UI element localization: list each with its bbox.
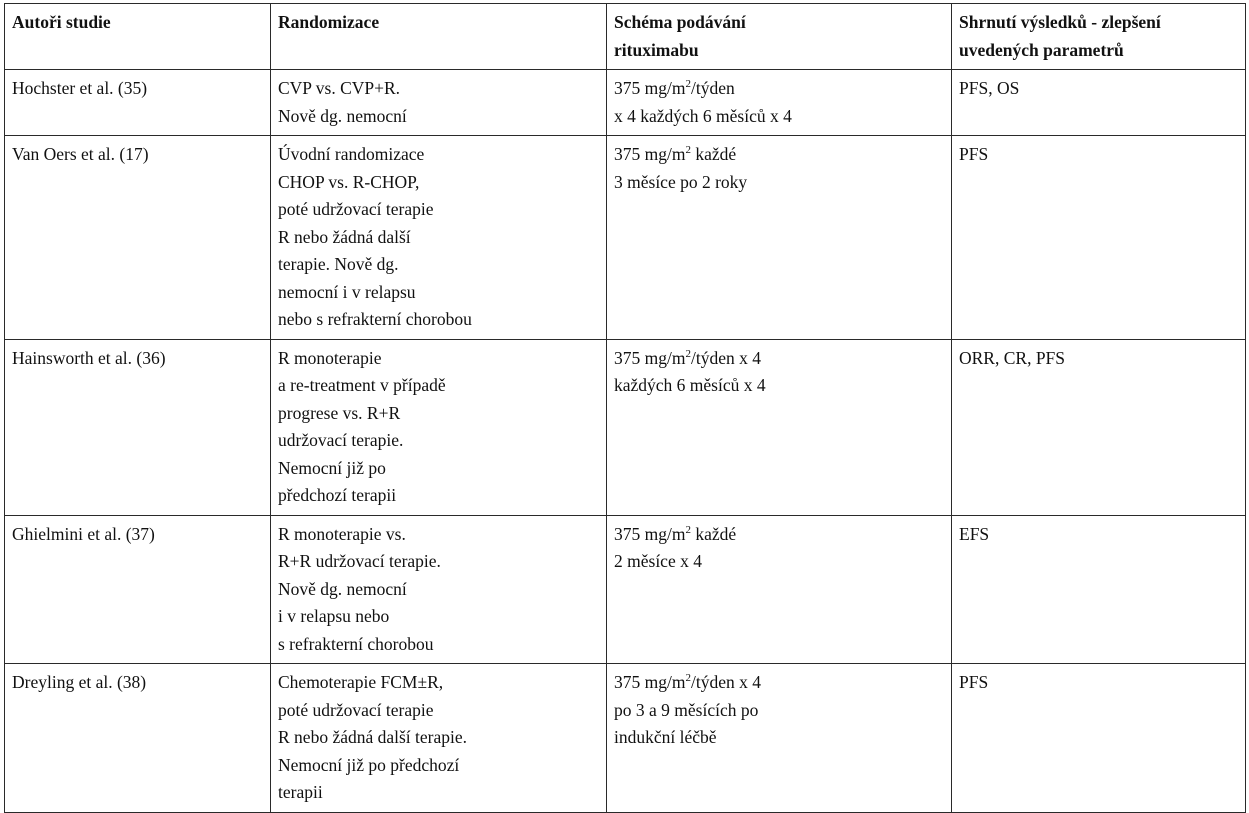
schedule-text: každé (690, 144, 737, 164)
cell-schedule-line (614, 169, 943, 197)
cell-schedule-line (614, 345, 943, 373)
schedule-text: 375 mg/m (614, 144, 686, 164)
cell-schedule-line (614, 141, 943, 169)
rituximab-studies-table (4, 3, 1246, 813)
header-schedule (607, 4, 952, 70)
cell-randomization-line: poté udržovací terapie (278, 199, 434, 219)
cell-randomization-line: s refrakterní chorobou (278, 633, 434, 654)
schedule-text: 375 mg/m (614, 523, 686, 544)
header-authors (5, 4, 271, 70)
cell-authors-line: Hainsworth et al. (36) (12, 347, 166, 368)
schedule-text: /týden x 4 (690, 347, 761, 368)
header-line: Autoři studie (12, 12, 111, 32)
cell-randomization-line: R nebo žádná další terapie. (278, 727, 468, 747)
schedule-superscript: 2 (685, 347, 691, 360)
cell-schedule (607, 70, 952, 136)
cell-randomization-line: R+R udržovací terapie. (278, 551, 441, 571)
cell-authors (5, 70, 271, 136)
cell-randomization-line: Chemoterapie FCM±R, (278, 672, 444, 692)
cell-authors-line: Dreyling et al. (38) (12, 672, 147, 692)
schedule-text: 375 mg/m (614, 78, 686, 98)
cell-schedule (607, 136, 952, 340)
cell-authors (5, 136, 271, 340)
schedule-text: 3 měsíce po 2 roky (614, 171, 748, 192)
cell-randomization-line: progrese vs. R+R (278, 402, 401, 423)
schedule-text: 2 měsíce x 4 (614, 551, 702, 571)
cell-authors-line: Hochster et al. (35) (12, 78, 148, 98)
header-line: Randomizace (278, 12, 380, 32)
cell-schedule-line (614, 697, 943, 725)
schedule-text: /týden x 4 (690, 672, 761, 692)
schedule-text: /týden (690, 78, 735, 98)
schedule-text: 375 mg/m (614, 672, 686, 692)
cell-randomization-line: předchozí terapii (278, 485, 397, 505)
cell-results (952, 70, 1246, 136)
table-header-row (5, 4, 1246, 70)
table-row (5, 136, 1246, 340)
table-body (5, 70, 1246, 813)
table-row (5, 515, 1246, 664)
cell-schedule (607, 339, 952, 515)
cell-results-line: PFS (959, 672, 989, 692)
cell-schedule-line (614, 75, 943, 103)
cell-authors-line: Van Oers et al. (17) (12, 144, 149, 164)
cell-authors (5, 339, 271, 515)
table-row (5, 664, 1246, 813)
cell-randomization-line: CHOP vs. R-CHOP, (278, 171, 420, 192)
cell-schedule (607, 664, 952, 813)
cell-randomization-line: Nově dg. nemocní (278, 578, 407, 599)
cell-randomization (271, 515, 607, 664)
cell-randomization (271, 664, 607, 813)
cell-randomization-line: nemocní i v relapsu (278, 281, 416, 302)
cell-randomization-line: poté udržovací terapie (278, 699, 434, 720)
cell-randomization-line: udržovací terapie. (278, 430, 404, 450)
cell-randomization-line: terapie. Nově dg. (278, 254, 399, 274)
cell-authors-line: Ghielmini et al. (37) (12, 523, 155, 544)
cell-schedule-line (614, 724, 943, 752)
cell-randomization-line: Nemocní již po (278, 457, 386, 478)
cell-schedule-line (614, 103, 943, 131)
cell-schedule (607, 515, 952, 664)
schedule-superscript: 2 (685, 78, 691, 90)
cell-results (952, 664, 1246, 813)
cell-results (952, 339, 1246, 515)
schedule-superscript: 2 (685, 523, 691, 536)
cell-randomization-line: R nebo žádná další (278, 226, 411, 247)
cell-schedule-line (614, 521, 943, 549)
cell-results-line: PFS (959, 144, 989, 164)
cell-schedule-line (614, 669, 943, 697)
cell-results-line: ORR, CR, PFS (959, 347, 1066, 368)
schedule-text: každé (690, 523, 737, 544)
header-results (952, 4, 1246, 70)
schedule-text: indukční léčbě (614, 727, 717, 747)
schedule-superscript: 2 (685, 672, 691, 684)
cell-authors (5, 664, 271, 813)
schedule-superscript: 2 (685, 144, 691, 156)
cell-authors (5, 515, 271, 664)
cell-randomization-line: CVP vs. CVP+R. (278, 78, 401, 98)
cell-randomization-line: terapii (278, 782, 323, 802)
cell-randomization-line: i v relapsu nebo (278, 606, 390, 626)
schedule-text: x 4 každých 6 měsíců x 4 (614, 105, 792, 126)
header-line: rituximabu (614, 39, 699, 60)
cell-randomization-line: Nemocní již po předchozí (278, 754, 460, 775)
cell-randomization-line: Úvodní randomizace (278, 144, 425, 164)
table-row (5, 339, 1246, 515)
cell-randomization-line: nebo s refrakterní chorobou (278, 309, 472, 329)
schedule-text: 375 mg/m (614, 347, 686, 368)
header-line: Schéma podávání (614, 12, 746, 32)
schedule-text: po 3 a 9 měsících po (614, 699, 759, 720)
schedule-text: každých 6 měsíců x 4 (614, 375, 766, 395)
header-line: Shrnutí výsledků - zlepšení (959, 12, 1161, 32)
header-randomization (271, 4, 607, 70)
cell-randomization (271, 136, 607, 340)
cell-randomization-line: R monoterapie vs. (278, 523, 406, 544)
cell-schedule-line (614, 548, 943, 576)
table-row (5, 70, 1246, 136)
cell-schedule-line (614, 372, 943, 400)
header-line: uvedených parametrů (959, 39, 1124, 60)
cell-results-line: PFS, OS (959, 78, 1020, 98)
cell-randomization (271, 339, 607, 515)
cell-randomization-line: a re-treatment v případě (278, 375, 446, 395)
cell-results-line: EFS (959, 523, 990, 544)
cell-randomization (271, 70, 607, 136)
cell-randomization-line: R monoterapie (278, 347, 382, 368)
cell-randomization-line: Nově dg. nemocní (278, 105, 407, 126)
cell-results (952, 136, 1246, 340)
cell-results (952, 515, 1246, 664)
